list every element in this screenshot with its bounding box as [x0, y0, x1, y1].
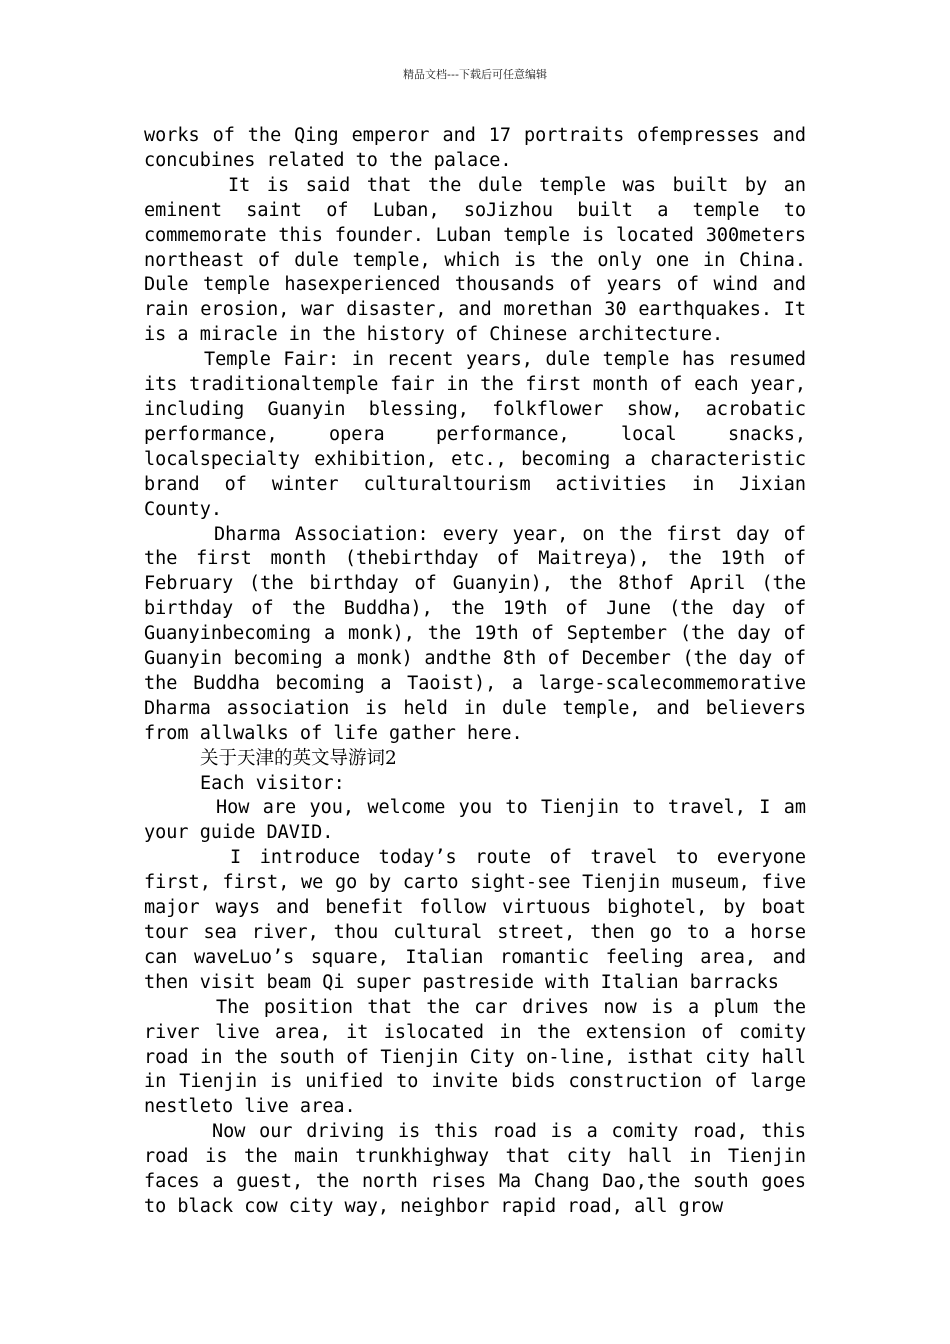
paragraph-temple-fair: Temple Fair: in recent years, dule temple has resumed its traditionaltemple fair in the first month of each year, including Guanyin blessing, folkflower show, acrobatic performance, opera performance, local snacks, localspecialty exhibition, etc., becoming a characteristic brand of winter culturaltourism activities in Jixian County. [144, 349, 806, 520]
paragraph-welcome: How are you, welcome you to Tienjin to travel, I am your guide DAVID. [144, 797, 806, 844]
document-body [144, 124, 806, 1220]
paragraph-comity-road: Now our driving is this road is a comity road, this road is the main trunkhighway that city hall in Tienjin faces a guest, the north rises Ma Chang Dao,the south goes to black cow city way, neighbor rapid road, all grow [144, 1121, 806, 1217]
paragraph-qing-portraits: works of the Qing emperor and 17 portraits ofempresses and concubines related to the palace. [144, 125, 806, 171]
paragraph-luban-temple: It is said that the dule temple was built by an eminent saint of Luban, soJizhou built a temple to commemorate this founder. Luban temple is located 300meters northeast of dule temple, which is the only one in China. Dule temple hasexperienced thousands of years of wind and rain erosion, war disaster, and morethan 30 earthquakes. It is a miracle in the history of Chinese architecture. [144, 174, 806, 346]
paragraph-route: I introduce today’s route of travel to everyone first, first, we go by carto sight-see Tienjin museum, five major ways and benefit follow virtuous bighotel, by boat tour sea river, thou cultural street, then go to a horse can waveLuo’s square, Italian romantic feeling area, and then visit beam Qi super pastreside with Italian barracks [144, 847, 806, 993]
section-heading: 关于天津的英文导游词2 [200, 747, 397, 769]
paragraph-plum-river: The position that the car drives now is a plum the river live area, it islocated in the extension of comity road in the south of Tienjin City on-line, isthat city hall in Tienjin is unified to invite bids construction of large nestleto live area. [144, 996, 806, 1118]
page-header: 精品文档---下载后可任意编辑 [403, 68, 547, 81]
paragraph-dharma-association: Dharma Association: every year, on the first day of the first month (thebirthday of Maitreya), the 19th of February (the birthday of Guanyin), the 8thof April (the birthday of the Buddha), the 19th of June (the day of Guanyinbecoming a monk), the 19th of September (the day of Guanyin becoming a monk) andthe 8th of December (the day of the Buddha becoming a Taoist), a large-scalecommemorative Dharma association is held in dule temple, and believers from allwalks of life gather here. [144, 523, 806, 744]
paragraph-greeting: Each visitor: [200, 772, 345, 794]
